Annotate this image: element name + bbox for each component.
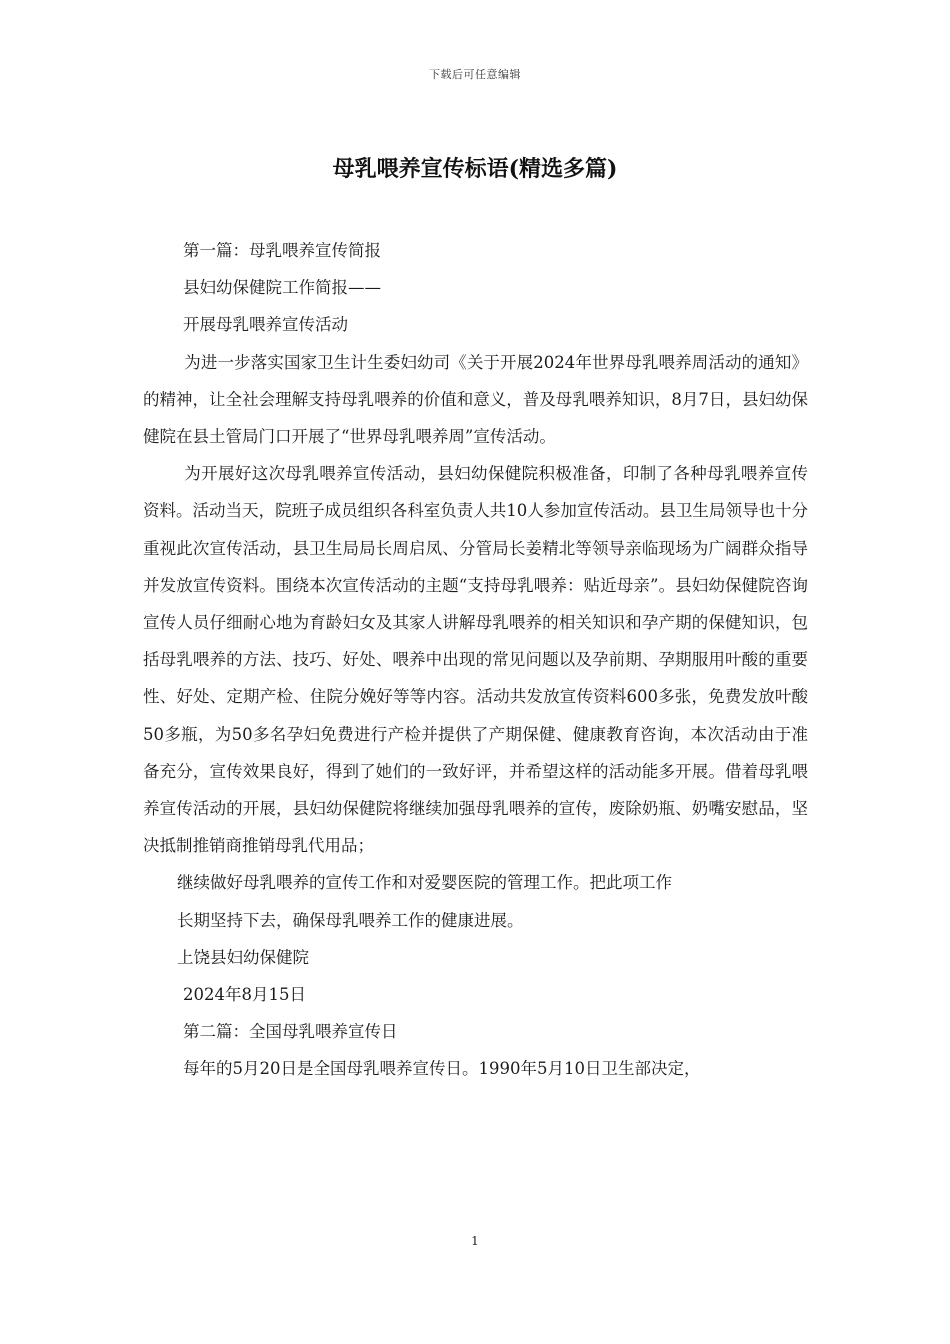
paragraph-1: 为进一步落实国家卫生计生委妇幼司《关于开展2024年世界母乳喂养周活动的通知》的精神，让全社会理解支持母乳喂养的价值和意义，普及母乳喂养知识，8月7日，县妇幼保健院在县土管局门口开展了“世界母乳喂养周”宣传活动。 (143, 352, 808, 446)
text-line: 长期坚持下去，确保母乳喂养工作的健康进展。 (177, 910, 524, 930)
bulletin-title: 县妇幼保健院工作简报—— (183, 278, 381, 298)
signature-date: 2024年8月15日 (183, 984, 306, 1004)
section-heading-1: 第一篇：母乳喂养宣传简报 (183, 241, 381, 260)
document-title: 母乳喂养宣传标语(精选多篇) (332, 156, 618, 182)
bulletin-subtitle: 开展母乳喂养宣传活动 (183, 315, 348, 335)
page-number: 1 (471, 1234, 479, 1248)
document-body (143, 232, 808, 1088)
text-line: 继续做好母乳喂养的宣传工作和对爱婴医院的管理工作。把此项工作 (177, 873, 672, 893)
signature-org: 上饶县妇幼保健院 (177, 947, 309, 967)
section-heading-2: 第二篇：全国母乳喂养宣传日 (183, 1022, 398, 1042)
page-header-note: 下载后可任意编辑 (429, 68, 521, 81)
text-line: 每年的5月20日是全国母乳喂养宣传日。1990年5月10日卫生部决定， (183, 1059, 701, 1079)
paragraph-2: 为开展好这次母乳喂养宣传活动，县妇幼保健院积极准备，印制了各种母乳喂养宣传资料。活动当天，院班子成员组织各科室负责人共10人参加宣传活动。县卫生局领导也十分重视此次宣传活动，县卫生局局长周启凤、分管局长姜精北等领导亲临现场为广阔群众指导并发放宣传资料。围绕本次宣传活动的主题“支持母乳喂养：贴近母亲”。县妇幼保健院咨询宣传人员仔细耐心地为育龄妇女及其家人讲解母乳喂养的相关知识和孕产期的保健知识，包括母乳喂养的方法、技巧、好处、喂养中出现的常见问题以及孕前期、孕期服用叶酸的重要性、好处、定期产检、住院分娩好等等内容。活动共发放宣传资料600多张，免费发放叶酸50多瓶，为50多名孕妇免费进行产检并提供了产期保健、健康教育咨询，本次活动由于准备充分，宣传效果良好，得到了她们的一致好评，并希望这样的活动能多开展。借着母乳喂养宣传活动的开展，县妇幼保健院将继续加强母乳喂养的宣传，废除奶瓶、奶嘴安慰品，坚决抵制推销商推销母乳代用品； (143, 464, 808, 856)
